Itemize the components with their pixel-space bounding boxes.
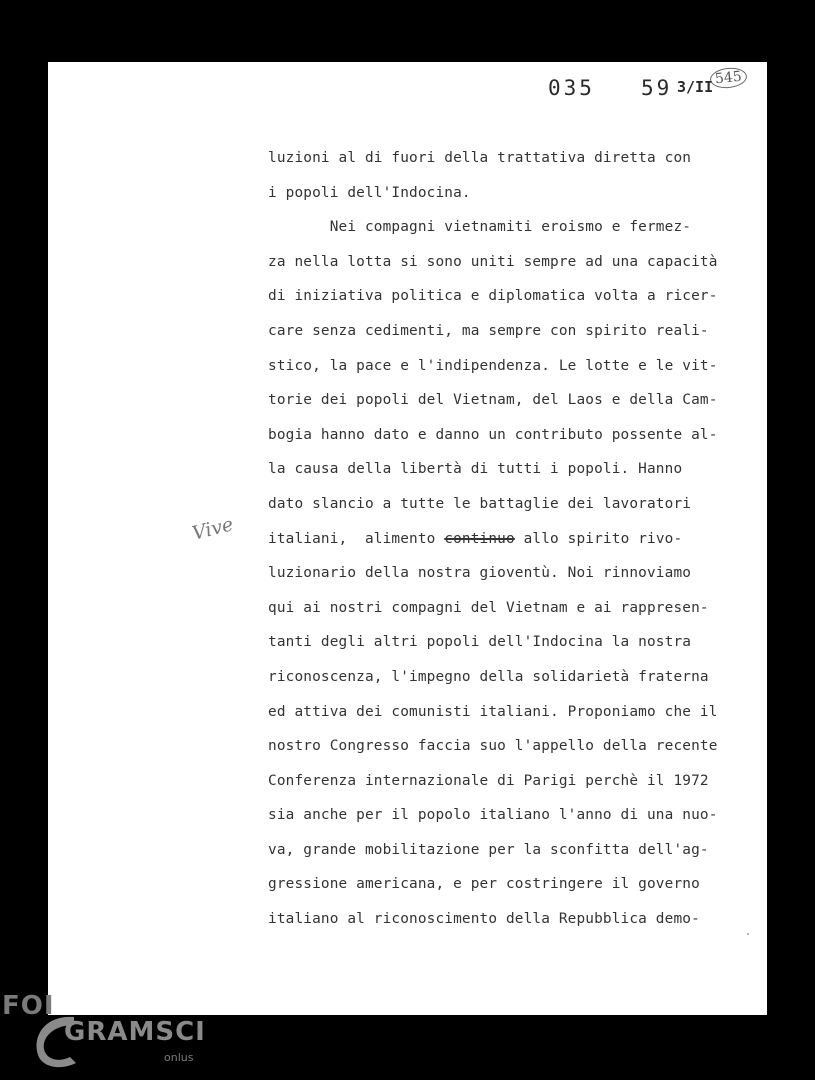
text-line: bogia hanno dato e danno un contributo possente al- bbox=[268, 426, 718, 443]
page-number: 59 bbox=[641, 76, 673, 100]
text-line: sia anche per il popolo italiano l'anno di una nuo- bbox=[268, 807, 718, 824]
archive-number: 035 bbox=[548, 76, 595, 100]
typed-text-body bbox=[268, 141, 748, 937]
watermark-foi: FOI bbox=[2, 991, 55, 1021]
text-line: luzionario della nostra gioventù. Noi rinnoviamo bbox=[268, 565, 692, 582]
text-segment: allo spirito rivo- bbox=[514, 530, 683, 547]
text-line: za nella lotta si sono uniti sempre ad una capacità bbox=[268, 253, 718, 270]
text-line: ed attiva dei comunisti italiani. Proponiamo che il bbox=[268, 703, 718, 720]
text-line: tanti degli altri popoli dell'Indocina la nostra bbox=[268, 634, 692, 651]
watermark-gramsci: GRAMSCI bbox=[64, 1017, 206, 1047]
text-line: qui ai nostri compagni del Vietnam e ai rappresen- bbox=[268, 599, 709, 616]
text-line: Nei compagni vietnamiti eroismo e fermez- bbox=[268, 219, 692, 236]
struck-out-word: continuo bbox=[444, 530, 515, 547]
handwritten-page-number: 545 bbox=[709, 66, 748, 90]
watermark-onlus: onlus bbox=[164, 1051, 194, 1064]
text-segment: italiani, alimento bbox=[268, 530, 445, 547]
text-line: care senza cedimenti, ma sempre con spirito reali- bbox=[268, 322, 709, 339]
text-line: riconoscenza, l'impegno della solidarietà fraterna bbox=[268, 668, 709, 685]
text-line: italiano al riconoscimento della Repubblica demo- bbox=[268, 911, 700, 928]
ink-dot bbox=[747, 933, 749, 935]
archive-watermark bbox=[0, 985, 215, 1080]
document-page bbox=[48, 62, 767, 1015]
handwritten-margin-note: Vive bbox=[189, 513, 236, 545]
text-line: nostro Congresso faccia suo l'appello della recente bbox=[268, 738, 718, 755]
text-line: luzioni al di fuori della trattativa diretta con bbox=[268, 150, 692, 166]
text-line: torie dei popoli del Vietnam, del Laos e della Cam- bbox=[268, 392, 718, 409]
text-line: gressione americana, e per costringere il governo bbox=[268, 876, 700, 893]
text-line: la causa della libertà di tutti i popoli. Hanno bbox=[268, 461, 683, 478]
text-line: va, grande mobilitazione per la sconfitta dell'ag- bbox=[268, 841, 709, 858]
section-number: 3/II bbox=[677, 78, 714, 96]
text-line: stico, la pace e l'indipendenza. Le lotte e le vit- bbox=[268, 357, 718, 374]
text-line: i popoli dell'Indocina. bbox=[268, 184, 471, 201]
text-line: dato slancio a tutte le battaglie dei lavoratori bbox=[268, 495, 692, 512]
text-line bbox=[268, 522, 748, 557]
text-line: Conferenza internazionale di Parigi perchè il 1972 bbox=[268, 772, 709, 789]
text-line: di iniziativa politica e diplomatica volta a ricer- bbox=[268, 288, 718, 305]
